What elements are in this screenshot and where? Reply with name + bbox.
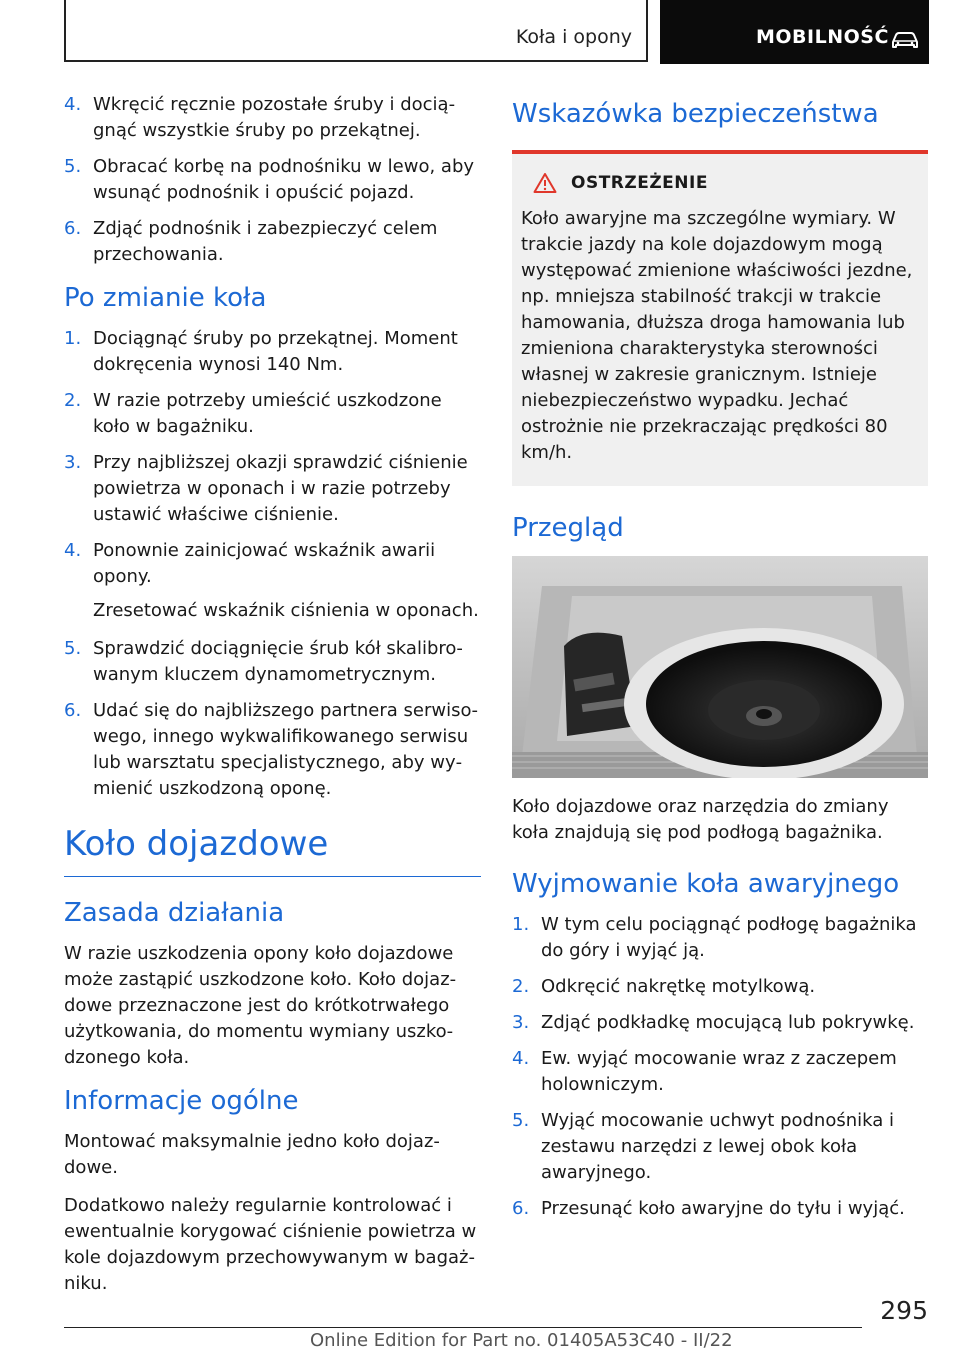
- page-header: [64, 0, 929, 64]
- heading-safety: Wskazówka bezpieczeństwa: [512, 99, 879, 129]
- paragraph-general-1: Montować maksymalnie jedno koło dojazdowe.: [64, 1131, 440, 1178]
- steps-list-removal: [512, 912, 928, 1222]
- left-column: [64, 92, 481, 1309]
- list-item: 6. Przesunąć koło awaryjne do tyłu i wyjąć.: [512, 1198, 905, 1219]
- heading-general: Informacje ogólne: [64, 1086, 299, 1116]
- list-item: 3. Przy najbliższej okazji sprawdzić ciśnienie powietrza w oponach i w razie potrzeby ustawić właściwe ciśnienie.: [64, 452, 468, 525]
- list-item: 5. Obracać korbę na podnośniku w lewo, aby wsunąć podnośnik i opuścić pojazd.: [64, 156, 475, 203]
- heading-principle: Zasada działania: [64, 898, 285, 928]
- heading-after-change: Po zmianie koła: [64, 283, 267, 313]
- list-item: 2. W razie potrzeby umieścić uszkodzone koło w bagażniku.: [64, 390, 442, 437]
- header-section-box: [64, 0, 648, 62]
- right-column: [512, 92, 928, 1232]
- paragraph-general-2: Dodatkowo należy regularnie kontrolować i ewentualnie korygować ciśnienie powietrza w kole dojazdowym przechowywanym w bagażniku.: [64, 1195, 477, 1294]
- photo-caption: Koło dojazdowe oraz narzędzia do zmiany koła znajdują się pod podłogą bagażnika.: [512, 796, 889, 843]
- list-item-note: Zresetować wskaźnik ciśnienia w oponach.: [93, 600, 479, 621]
- list-item: 4. Ponownie zainicjować wskaźnik awarii opony.: [64, 540, 436, 587]
- list-item: 5. Wyjąć mocowanie uchwyt podnośnika i zestawu narzędzi z lewej obok koła awaryjnego.: [512, 1110, 894, 1183]
- steps-list-continued: [64, 92, 481, 268]
- list-item: 5. Sprawdzić dociągnięcie śrub kół skalibrowanym kluczem dynamometrycznym.: [64, 638, 463, 685]
- list-item: 4. Ew. wyjąć mocowanie wraz z zaczepem holowniczym.: [512, 1048, 897, 1095]
- list-item: 1. Dociągnąć śruby po przekątnej. Moment dokręcenia wynosi 140 Nm.: [64, 328, 458, 375]
- warning-box: [512, 150, 928, 486]
- list-item: 2. Odkręcić nakrętkę motylkową.: [512, 976, 816, 997]
- spare-wheel-photo: [512, 556, 928, 778]
- footer-divider: [64, 1327, 862, 1328]
- warning-text: Koło awaryjne ma szczególne wymiary. W trakcie jazdy na kole dojazdowym mogą występować zmienione właściwości jezdne, np. mniejsza stabilność trakcji w trakcie hamowania, dłuższa droga hamowania lub zmieniona charakterystyka sterowności własnej w zakresie granicznym. Istnieje niebezpieczeństwo wypadku. Jechać ostrożnie nie przekraczając prędkości 80 km/h.: [521, 208, 913, 463]
- warning-title: OSTRZEŻENIE: [533, 172, 919, 194]
- warning-triangle-icon: [533, 172, 557, 194]
- list-item: 4. Wkręcić ręcznie pozostałe śruby i dociągnąć wszystkie śruby po przekątnej.: [64, 94, 456, 141]
- chapter-title: MOBILNOŚĆ: [756, 26, 889, 48]
- list-item: 6. Zdjąć podnośnik i zabezpieczyć celem przechowania.: [64, 218, 438, 265]
- car-icon: [890, 30, 920, 50]
- list-item: 6. Udać się do najbliższego partnera serwisowego, innego wykwalifikowanego serwisu lub warsztatu specjalistycznego, aby wymienić uszkodzoną oponę.: [64, 700, 478, 799]
- header-chapter-box: [660, 0, 929, 64]
- steps-list-after-change: [64, 326, 481, 802]
- paragraph-principle: W razie uszkodzenia opony koło dojazdowe może zastąpić uszkodzone koło. Koło dojazdowe przeznaczone jest do krótkotrwałego użytkowania, do momentu wymiany uszkodzonego koła.: [64, 943, 457, 1068]
- section-title: Koła i opony: [515, 26, 632, 48]
- page-number: 295: [880, 1296, 928, 1325]
- heading-overview: Przegląd: [512, 513, 624, 543]
- edition-note: Online Edition for Part no. 01405A53C40 - II/22: [310, 1330, 733, 1351]
- list-item: 3. Zdjąć podkładkę mocującą lub pokrywkę.: [512, 1012, 915, 1033]
- list-item: 1. W tym celu pociągnąć podłogę bagażnika do góry i wyjąć ją.: [512, 914, 917, 961]
- heading-removal: Wyjmowanie koła awaryjnego: [512, 869, 900, 899]
- chapter-heading: Koło dojazdowe: [64, 824, 481, 877]
